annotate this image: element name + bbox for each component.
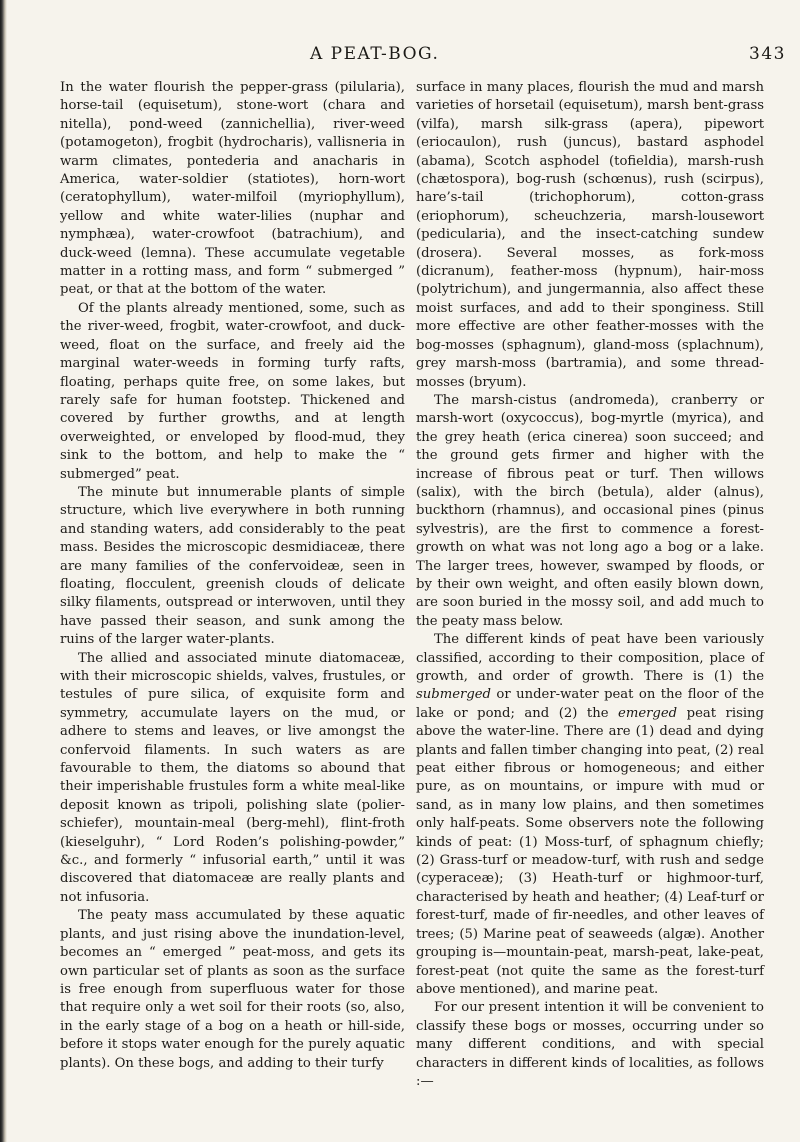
paragraph: The peaty mass accumulated by these aquatic plants, and just rising above the inundation-level, becomes an “ emerged ” peat-moss, and gets its own particular set of plants as soon as the surface is free enough from superfluous water for those that require only a wet soil for their roots (so, also, in the early stage of a bog on a heath or hill-side, before it stops water enough for the purely aquatic plants). On these bogs, and adding to their turfy [60, 908, 405, 1071]
paragraph: The minute but innumerable plants of simple structure, which live everywhere in both running and standing waters, add considerably to the peat mass. Besides the microscopic desmidiaceæ, there are many families of the confervoideæ, seen in floating, flocculent, greenish clouds of delicate silky filaments, outspread or interwoven, until they have passed their season, and sunk among the ruins of the larger water-plants. [60, 484, 405, 648]
page-number: 343 [749, 44, 786, 64]
text-run: The different kinds of peat have been variously classified, according to their composition, place of growth, and order of growth. There is (1) the [416, 632, 764, 684]
text-run: peat rising above the water-line. There are (1) dead and dying plants and fallen timber changing into peat, (2) real peat either fibrous or homogeneous; and either pure, as on mountains, or impure with mud or sand, as in many low plains, and then sometimes only half-peats. Some observers note the following kinds of peat: (1) Moss-turf, of sphagnum chiefly; (2) Grass-turf or meadow-turf, with rush and sedge (cyperaceæ); (3) Heath-turf or highmoor-turf, characterised by heath and heather; (4) Leaf-turf or forest-turf, made of fir-needles, and other leaves of trees; (5) Marine peat of seaweeds (algæ). Another grouping is—mountain-peat, marsh-peat, lake-peat, forest-peat (not quite the same as the forest-turf above mentioned), and marine peat. [416, 705, 764, 997]
paragraph: surface in many places, flourish the mud and marsh varieties of horsetail (equisetum), marsh bent-grass (vilfa), marsh silk-grass (apera), pipewort (eriocaulon), rush (juncus), bastard asphodel (abama), Scotch asphodel (tofieldia), marsh-rush (chætospora), bog-rush (schœnus), rush (scirpus), hare’s-tail (trichophorum), cotton-grass (eriophorum), scheuchzeria, marsh-lousewort (pedicularia), and the insect-catching sundew (drosera). Several mosses, as fork-moss (dicranum), feather-moss (hypnum), hair-moss (polytrichum), and jungermannia, also affect these moist surfaces, and add to their sponginess. Still more effective are other feather-mosses with the bog-mosses (sphagnum), gland-moss (splachnum), grey marsh-moss (bartramia), and some thread-mosses (bryum). [416, 80, 764, 390]
left-column [60, 79, 405, 1073]
right-column [416, 79, 764, 1091]
text-run: or under-water peat on the floor of the lake or pond; and (2) the [416, 687, 764, 721]
italic-term: submerged [416, 687, 492, 703]
page-gutter-shadow [0, 0, 7, 1142]
paragraph: For our present intention it will be convenient to classify these bogs or mosses, occurring under so many different conditions, and with special characters in different kinds of localities, as follows :— [416, 1000, 764, 1089]
paragraph: In the water flourish the pepper-grass (pilularia), horse-tail (equisetum), stone-wort (chara and nitella), pond-weed (zannichellia), river-weed (potamogeton), frogbit (hydrocharis), vallisneria in warm climates, pontederia and anacharis in America, water-soldier (statiotes), horn-wort (ceratophyllum), water-milfoil (myriophyllum), yellow and white water-lilies (nuphar and nymphæa), water-crowfoot (batrachium), and duck-weed (lemna). These accumulate vegetable matter in a rotting mass, and form “ submerged ” peat, or that at the bottom of the water. [60, 80, 405, 298]
italic-term: emerged [618, 705, 678, 721]
paragraph: Of the plants already mentioned, some, such as the river-weed, frogbit, water-crowfoot, and duck-weed, float on the surface, and freely aid the marginal water-weeds in forming turfy rafts, floating, perhaps quite free, on some lakes, but rarely safe for human footstep. Thickened and covered by further growths, and at length overweighted, or enveloped by flood-mud, they sink to the bottom, and help to make the “ submerged” peat. [60, 300, 405, 482]
paragraph [416, 631, 764, 999]
paragraph: The marsh-cistus (andromeda), cranberry or marsh-wort (oxycoccus), bog-myrtle (myrica), and the grey heath (erica cinerea) soon succeed; and the ground gets firmer and higher with the increase of fibrous peat or turf. Then willows (salix), with the birch (betula), alder (alnus), buckthorn (rhamnus), and occasional pines (pinus sylvestris), are the first to commence a forest-growth on what was not long ago a bog or a lake. The larger trees, however, swamped by floods, or by their own weight, and often easily blown down, are soon buried in the mossy soil, and add much to the peaty mass below. [416, 392, 764, 629]
running-title: A PEAT-BOG. [310, 44, 440, 64]
page-header [60, 44, 786, 72]
paragraph: The allied and associated minute diatomaceæ, with their microscopic shields, valves, frustules, or testules of pure silica, of exquisite form and symmetry, accumulate layers on the mud, or adhere to stems and leaves, or live amongst the confervoid filaments. In such waters as are favourable to them, the diatoms so abound that their imperishable frustules form a white meal-like deposit known as tripoli, polishing slate (polier-schiefer), mountain-meal (berg-mehl), flint-froth (kieselguhr), “ Lord Roden’s polishing-powder,” &c., and formerly “ infusorial earth,” until it was discovered that diatomaceæ are really plants and not infusoria. [60, 650, 405, 905]
